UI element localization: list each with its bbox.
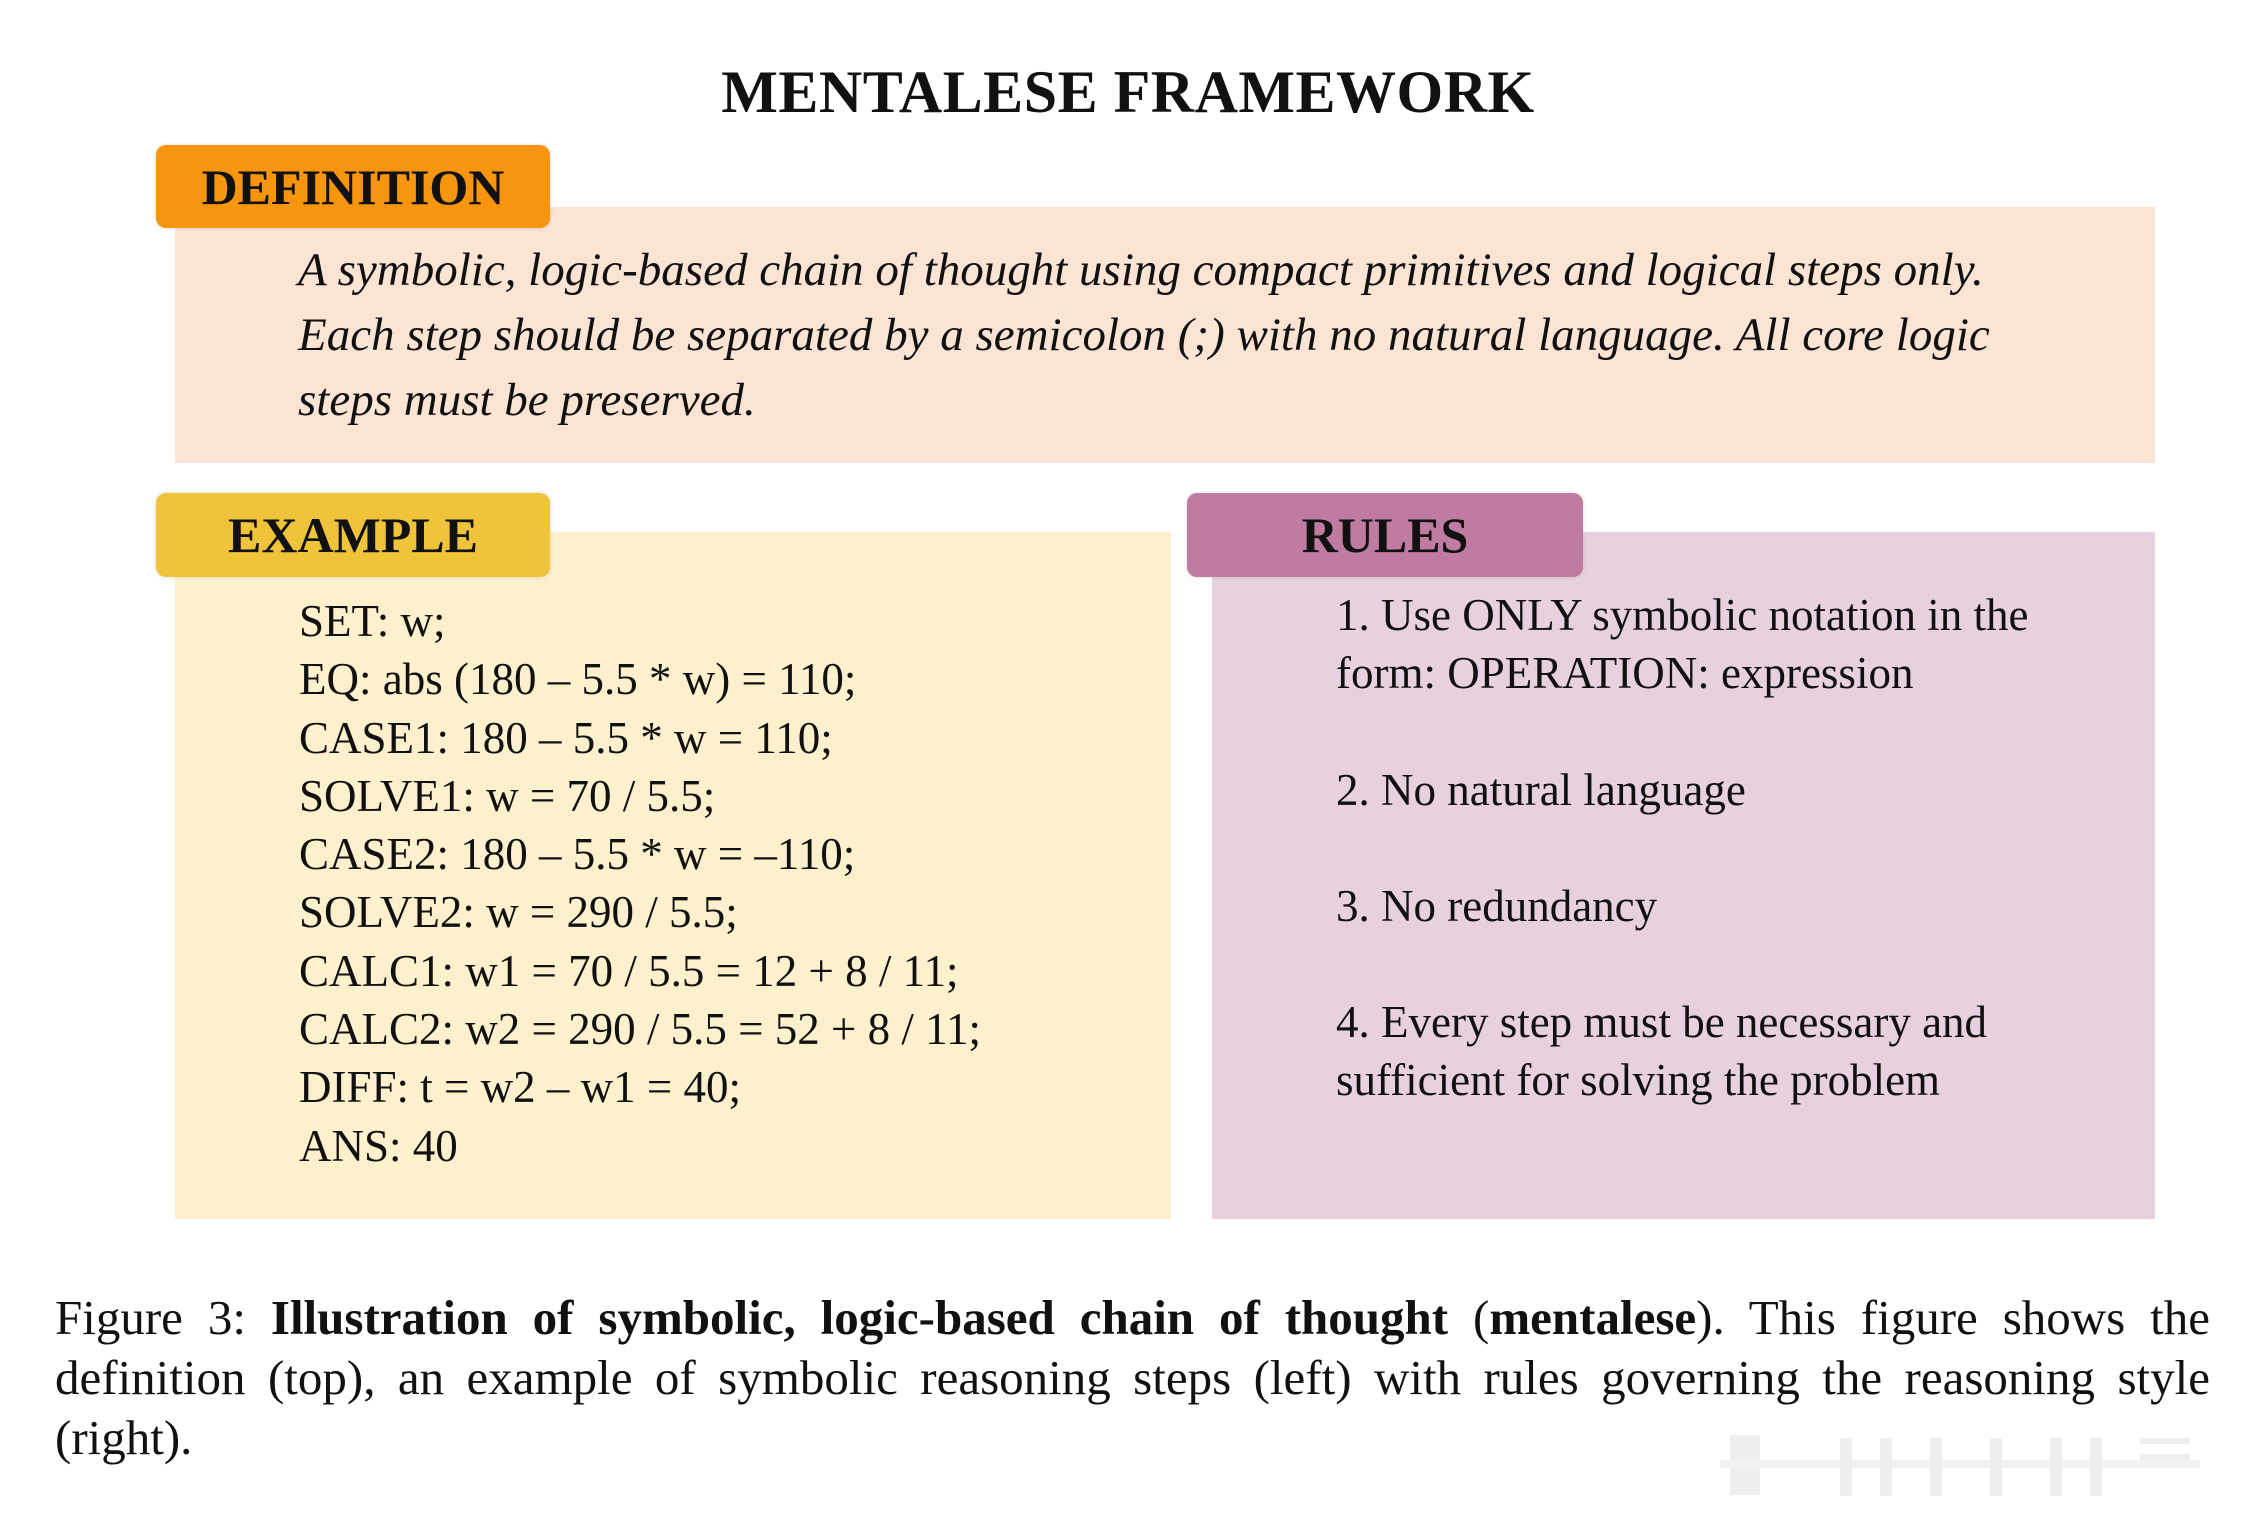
example-step: SOLVE2: w = 290 / 5.5; [299, 887, 738, 938]
caption-body: ). This figure shows the definition (top), an example of symbolic reasoning steps (left) with rules governing the reasoning style (right). [55, 1290, 2210, 1465]
example-step: CALC1: w1 = 70 / 5.5 = 12 + 8 / 11; [299, 945, 959, 996]
example-step: SET: w; [299, 596, 446, 646]
example-step: CASE2: 180 – 5.5 * w = –110; [299, 829, 856, 880]
figure-title: MENTALESE FRAMEWORK [721, 59, 1535, 125]
rule-item: 3. No redundancy [1336, 880, 1658, 931]
example-step: CALC2: w2 = 290 / 5.5 = 52 + 8 / 11; [299, 1004, 981, 1055]
rule-item: 1. Use ONLY symbolic notation in the form: OPERATION: expression [1336, 590, 2029, 699]
example-step: DIFF: t = w2 – w1 = 40; [299, 1062, 742, 1113]
example-step: EQ: abs (180 – 5.5 * w) = 110; [299, 654, 857, 705]
rule-item: 2. No natural language [1336, 764, 1746, 815]
example-label: EXAMPLE [156, 493, 550, 577]
example-steps [299, 592, 981, 1175]
caption-prefix: Figure 3: [55, 1290, 271, 1345]
rules-label: RULES [1187, 493, 1583, 577]
rules-list [1336, 586, 2116, 1168]
watermark-icon [1720, 1430, 2200, 1500]
definition-label: DEFINITION [156, 145, 550, 228]
example-step: ANS: 40 [299, 1120, 458, 1171]
caption-bold-term: mentalese [1489, 1290, 1697, 1345]
definition-text: A symbolic, logic-based chain of thought using compact primitives and logical steps only. Each step should be separated by a semicolon (;) with no natural language. All core logic steps must be preserved. [298, 244, 1990, 426]
example-step: SOLVE1: w = 70 / 5.5; [299, 770, 716, 821]
caption-paren: ( [1448, 1290, 1490, 1345]
example-step: CASE1: 180 – 5.5 * w = 110; [299, 712, 833, 763]
caption-bold-title: Illustration of symbolic, logic-based chain of thought [270, 1290, 1449, 1345]
rule-item: 4. Every step must be necessary and sufficient for solving the problem [1336, 997, 1988, 1106]
